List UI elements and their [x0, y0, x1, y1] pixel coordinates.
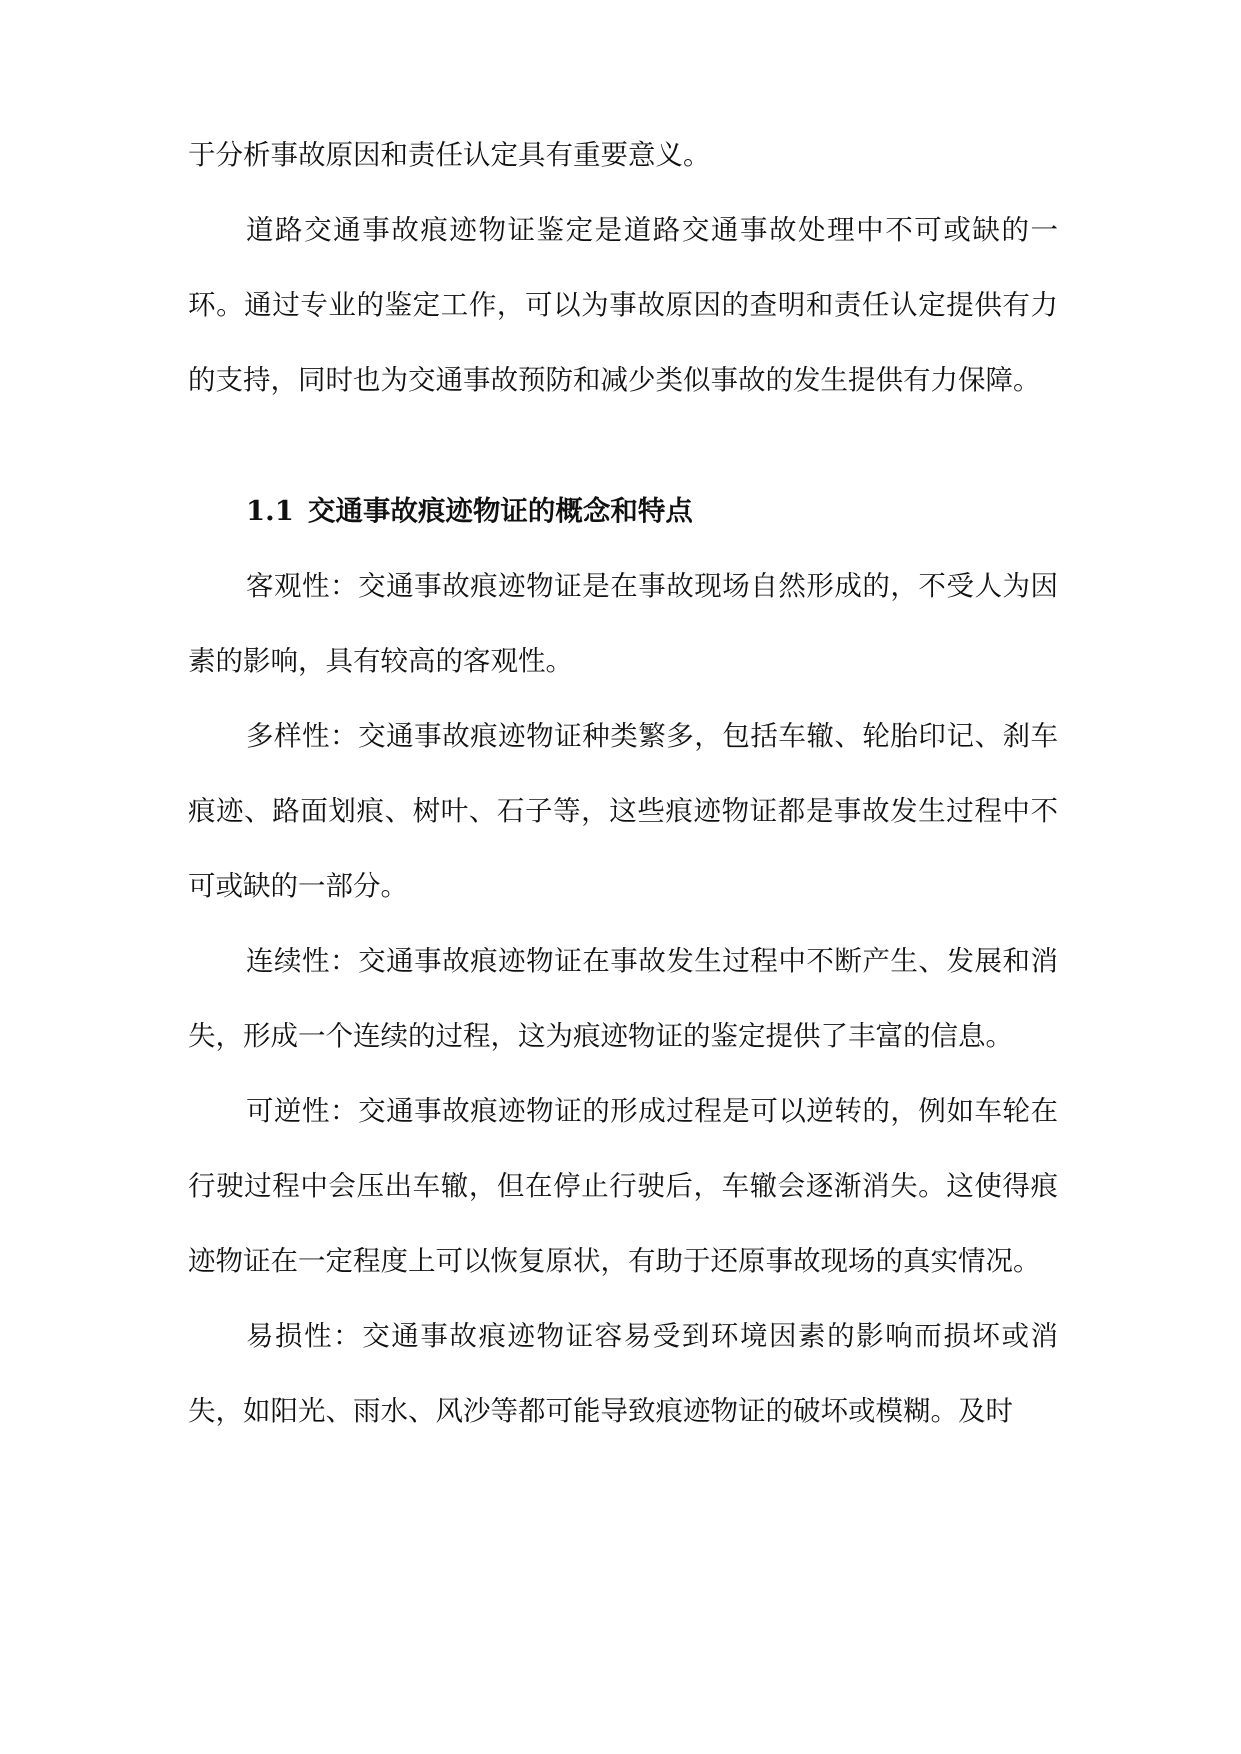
paragraph-fragility: 易损性：交通事故痕迹物证容易受到环境因素的影响而损坏或消失，如阳光、雨水、风沙等都可能导致痕迹物证的破坏或模糊。及时 [188, 1320, 1058, 1427]
document-body [188, 118, 1058, 1449]
paragraph-continuity: 连续性：交通事故痕迹物证在事故发生过程中不断产生、发展和消失，形成一个连续的过程，这为痕迹物证的鉴定提供了丰富的信息。 [188, 945, 1058, 1052]
section-spacer [188, 418, 1058, 474]
paragraph-continued: 于分析事故原因和责任认定具有重要意义。 [188, 139, 711, 171]
section-heading [188, 474, 1058, 549]
paragraph-diversity: 多样性：交通事故痕迹物证种类繁多，包括车辙、轮胎印记、刹车痕迹、路面划痕、树叶、石子等，这些痕迹物证都是事故发生过程中不可或缺的一部分。 [188, 720, 1058, 902]
section-title: 交通事故痕迹物证的概念和特点 [307, 495, 693, 527]
paragraph-summary: 道路交通事故痕迹物证鉴定是道路交通事故处理中不可或缺的一环。通过专业的鉴定工作，可以为事故原因的查明和责任认定提供有力的支持，同时也为交通事故预防和减少类似事故的发生提供有力保障。 [188, 214, 1058, 396]
paragraph-reversibility: 可逆性：交通事故痕迹物证的形成过程是可以逆转的，例如车轮在行驶过程中会压出车辙，但在停止行驶后，车辙会逐渐消失。这使得痕迹物证在一定程度上可以恢复原状，有助于还原事故现场的真实情况。 [188, 1095, 1058, 1277]
section-number: 1.1 [246, 495, 294, 527]
paragraph-objectivity: 客观性：交通事故痕迹物证是在事故现场自然形成的，不受人为因素的影响，具有较高的客观性。 [188, 570, 1058, 677]
